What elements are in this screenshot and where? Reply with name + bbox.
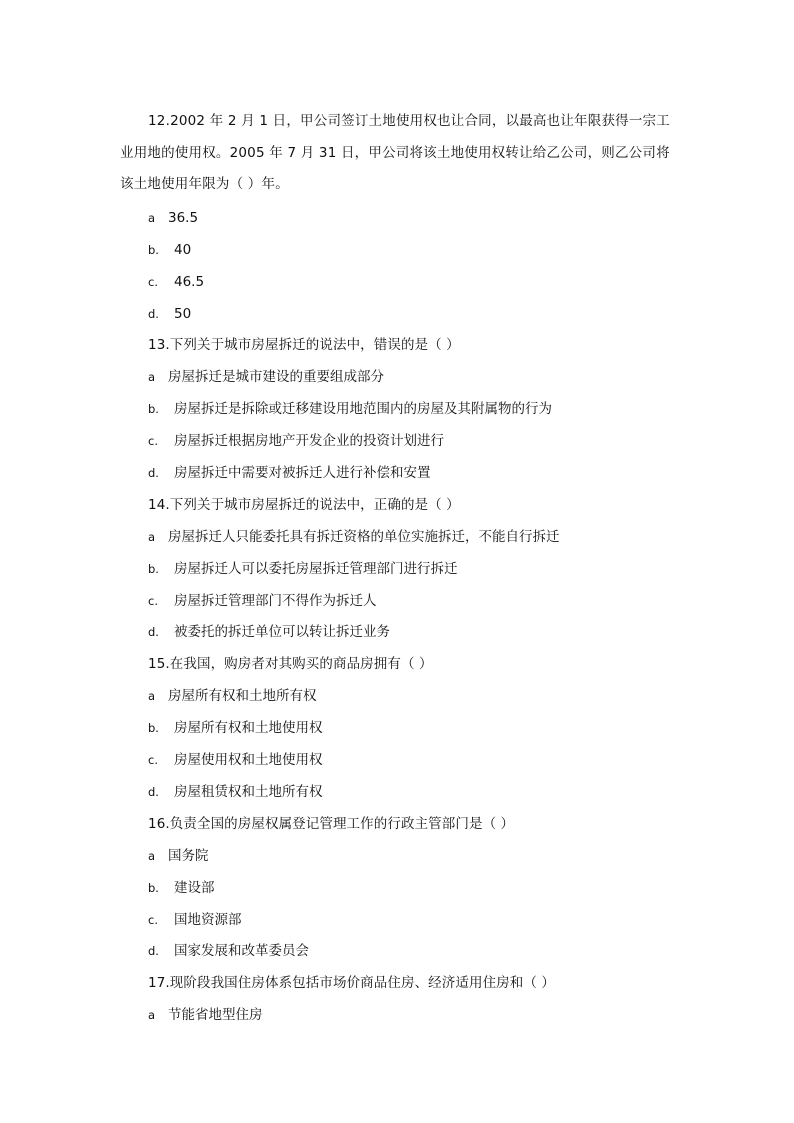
option-text: 房屋拆迁是拆除或迁移建设用地范围内的房屋及其附属物的行为	[174, 401, 552, 417]
option-text: 房屋拆迁人只能委托具有拆迁资格的单位实施拆迁，不能自行拆迁	[168, 529, 560, 545]
option-text: 被委托的拆迁单位可以转让拆迁业务	[174, 624, 390, 640]
option-text: 50	[174, 306, 192, 322]
question-16-option-d	[148, 942, 309, 960]
option-text: 房屋拆迁人可以委托房屋拆迁管理部门进行拆迁	[174, 561, 458, 577]
option-key: b.	[148, 402, 159, 416]
option-key: d.	[148, 466, 159, 480]
option-text: 36.5	[168, 210, 199, 226]
option-text: 房屋所有权和土地所有权	[168, 688, 317, 704]
question-14-option-c	[148, 592, 377, 610]
option-key: a	[148, 689, 156, 703]
option-text: 房屋拆迁根据房地产开发企业的投资计划进行	[174, 433, 444, 449]
option-key: c.	[148, 913, 158, 927]
option-text: 国务院	[168, 848, 209, 864]
question-12-stem: 12.2002 年 2 月 1 日，甲公司签订土地使用权也让合同，以最高也让年限获得一宗工业用地的使用权。2005 年 7 月 31 日，甲公司将该土地使用权转让给乙公司，则乙公司将该土地使用年限为（ ）年。	[120, 113, 670, 192]
option-text: 房屋所有权和土地使用权	[174, 720, 323, 736]
option-key: b.	[148, 881, 159, 895]
option-text: 国地资源部	[174, 912, 242, 928]
question-14-option-b	[148, 560, 458, 578]
option-key: c.	[148, 275, 158, 289]
question-14-stem: 14.下列关于城市房屋拆迁的说法中，正确的是（ ）	[148, 497, 460, 513]
question-12-option-d	[148, 305, 191, 323]
option-key: a	[148, 849, 156, 863]
option-text: 房屋拆迁中需要对被拆迁人进行补偿和安置	[174, 465, 431, 481]
question-16-option-a	[148, 847, 209, 865]
question-13-option-a	[148, 368, 384, 386]
option-text: 40	[174, 242, 192, 258]
option-key: b.	[148, 562, 159, 576]
option-key: d.	[148, 307, 159, 321]
question-16-stem: 16.负责全国的房屋权属登记管理工作的行政主管部门是（ ）	[148, 816, 515, 832]
option-key: c.	[148, 594, 158, 608]
option-text: 46.5	[174, 274, 205, 290]
question-15-option-b	[148, 719, 323, 737]
question-16-option-b	[148, 879, 215, 897]
option-key: c.	[148, 434, 158, 448]
question-13-option-b	[148, 400, 552, 418]
question-12-option-b	[148, 241, 191, 259]
option-key: a	[148, 530, 156, 544]
option-key: b.	[148, 243, 159, 257]
option-key: d.	[148, 625, 159, 639]
question-13-option-c	[148, 432, 444, 450]
option-text: 建设部	[174, 880, 215, 896]
question-17-option-a	[148, 1006, 263, 1024]
question-15-stem: 15.在我国，购房者对其购买的商品房拥有（ ）	[148, 656, 433, 672]
question-14-option-d	[148, 623, 390, 641]
option-key: a	[148, 211, 156, 225]
option-key: d.	[148, 785, 159, 799]
option-key: a	[148, 370, 156, 384]
option-text: 房屋拆迁管理部门不得作为拆迁人	[174, 593, 377, 609]
option-text: 房屋拆迁是城市建设的重要组成部分	[168, 369, 384, 385]
option-key: d.	[148, 944, 159, 958]
question-14-option-a	[148, 528, 560, 546]
question-12-option-a	[148, 209, 198, 227]
question-13-option-d	[148, 464, 431, 482]
question-15-option-d	[148, 783, 323, 801]
option-key: c.	[148, 753, 158, 767]
question-13-stem: 13.下列关于城市房屋拆迁的说法中，错误的是（ ）	[148, 337, 460, 353]
option-text: 国家发展和改革委员会	[174, 943, 309, 959]
question-16-option-c	[148, 911, 242, 929]
question-15-option-c	[148, 751, 323, 769]
question-12-option-c	[148, 273, 204, 291]
question-15-option-a	[148, 687, 317, 705]
question-17-stem: 17.现阶段我国住房体系包括市场价商品住房、经济适用住房和（ ）	[148, 975, 555, 991]
option-text: 节能省地型住房	[168, 1007, 263, 1023]
option-key: a	[148, 1008, 156, 1022]
option-key: b.	[148, 721, 159, 735]
option-text: 房屋租赁权和土地所有权	[174, 784, 323, 800]
option-text: 房屋使用权和土地使用权	[174, 752, 323, 768]
